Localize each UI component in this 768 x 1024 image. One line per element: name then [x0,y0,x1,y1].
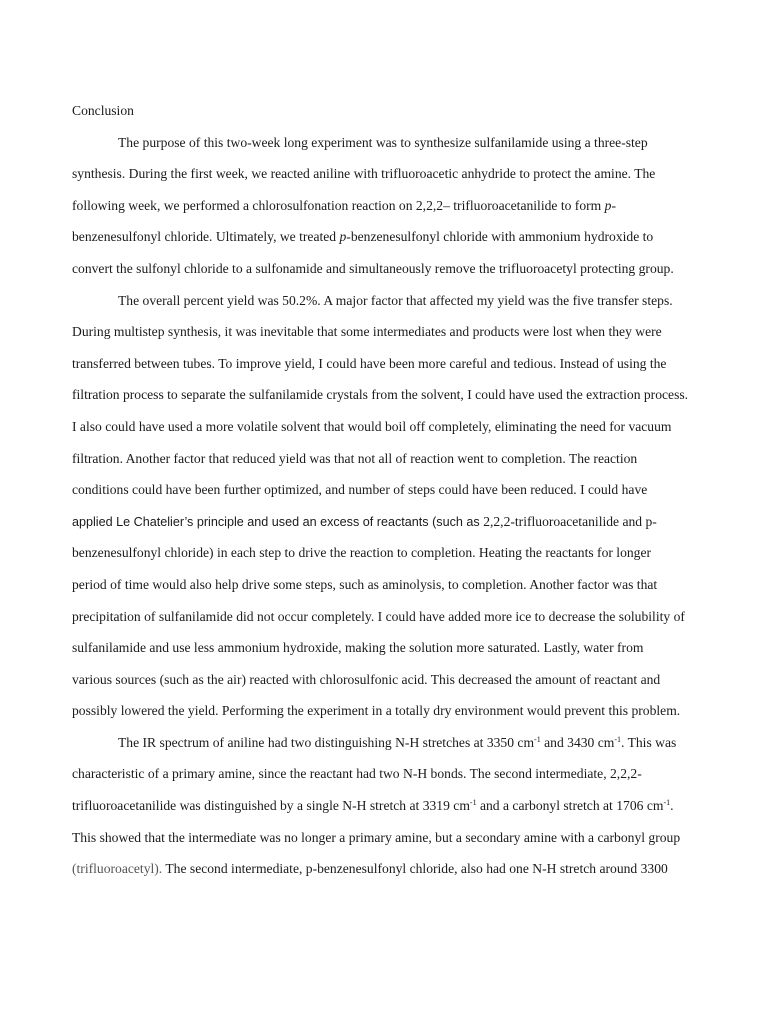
paragraph-3-line-5: (trifluoroacetyl). The second intermediate, p-benzenesulfonyl chloride, also had one N-H stretch around 3300 [72,861,668,877]
paragraph-3-line-3: trifluoroacetanilide was distinguished by a single N-H stretch at 3319 $cm^{-1}$ and a carbonyl stretch at 1706 $cm^{-1}$. [72,798,674,814]
paragraph-2-line-10: period of time would also help drive some steps, such as aminolysis, to completion. Another factor was that [72,576,658,592]
paragraph-2-line-5: I also could have used a more volatile solvent that would boil off completely, eliminating the need for vacuum [72,418,672,434]
paragraph-1-line-3: following week, we performed a chlorosulfonation reaction on 2,2,2– trifluoroacetanilide to form p- [72,197,616,213]
paragraph-3-line-1: The IR spectrum of aniline had two distinguishing N-H stretches at 3350 $cm^{-1}$ and 3430 $cm^{-1}$. This was [118,734,677,750]
paragraph-2-line-7: conditions could have been further optimized, and number of steps could have been reduced. I could have [72,482,648,498]
paragraph-3-line-2: characteristic of a primary amine, since the reactant had two N-H bonds. The second intermediate, 2,2,2- [72,766,642,782]
paragraph-1-line-2: synthesis. During the first week, we reacted aniline with trifluoroacetic anhydride to protect the amine. The [72,166,656,182]
heading-conclusion: Conclusion [72,103,134,118]
document-body [72,95,702,885]
paragraph-2-line-4: filtration process to separate the sulfanilamide crystals from the solvent, I could have used the extraction process. [72,387,689,403]
paragraph-1-line-5: convert the sulfonyl chloride to a sulfonamide and simultaneously remove the trifluoroacetyl protecting group. [72,260,674,276]
paragraph-2-line-12: sulfanilamide and use less ammonium hydroxide, making the solution more saturated. Lastly, water from [72,640,644,656]
paragraph-2-line-13: various sources (such as the air) reacted with chlorosulfonic acid. This decreased the amount of reactant and [72,671,661,687]
paragraph-3-line-4: This showed that the intermediate was no longer a primary amine, but a secondary amine with a carbonyl group [72,829,681,845]
paragraph-2-line-3: transferred between tubes. To improve yield, I could have been more careful and tedious. Instead of using the [72,355,667,371]
paragraph-2-line-14: possibly lowered the yield. Performing the experiment in a totally dry environment would prevent this problem. [72,703,681,719]
paragraph-2-line-9: benzenesulfonyl chloride) in each step to drive the reaction to completion. Heating the reactants for longer [72,545,652,561]
paragraph-2-line-11: precipitation of sulfanilamide did not occur completely. I could have added more ice to decrease the solubility of [72,608,685,624]
paragraph-2-line-8: applied Le Chatelier’s principle and used an excess of reactants (such as 2,2,2-trifluoroacetanilide and p- [72,513,657,529]
paragraph-1-line-4: benzenesulfonyl chloride. Ultimately, we treated p-benzenesulfonyl chloride with ammonium hydroxide to [72,229,654,245]
paragraph-2-line-6: filtration. Another factor that reduced yield was that not all of reaction went to completion. The reaction [72,450,638,466]
paragraph-2-line-2: During multistep synthesis, it was inevitable that some intermediates and products were lost when they were [72,324,662,340]
paragraph-1-line-1: The purpose of this two-week long experiment was to synthesize sulfanilamide using a three-step [118,134,648,150]
paragraph-2-line-1: The overall percent yield was 50.2%. A major factor that affected my yield was the five transfer steps. [118,292,673,308]
